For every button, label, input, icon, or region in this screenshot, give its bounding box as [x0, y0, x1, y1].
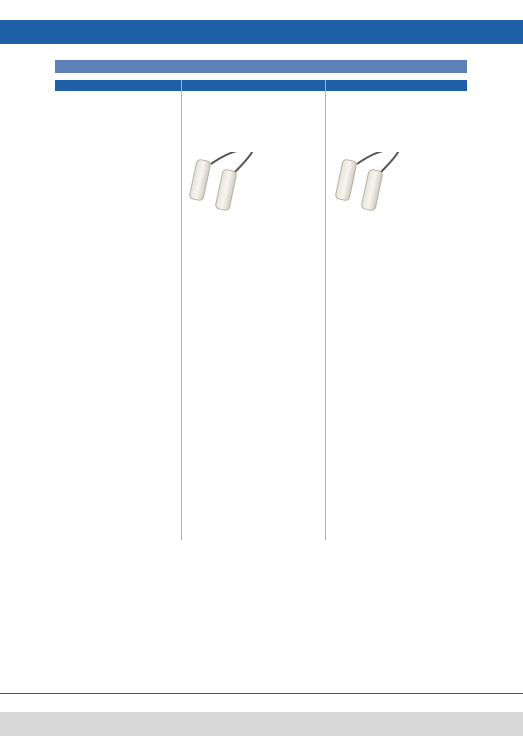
sensor-photo-left	[189, 152, 253, 211]
table-header-row	[55, 80, 467, 91]
sensor-photo-right	[335, 152, 399, 211]
product-images	[181, 152, 467, 219]
dimension-drawing-svg	[181, 540, 467, 650]
footer-rule	[0, 693, 523, 694]
image-row-spacer	[55, 91, 467, 157]
sensor-photo	[181, 152, 467, 219]
dimension-drawings	[181, 540, 467, 650]
bottom-band	[0, 712, 523, 736]
column-divider	[181, 80, 182, 540]
column-divider	[325, 80, 326, 540]
page-banner-title	[0, 20, 523, 44]
subtitle-bar	[55, 60, 467, 73]
